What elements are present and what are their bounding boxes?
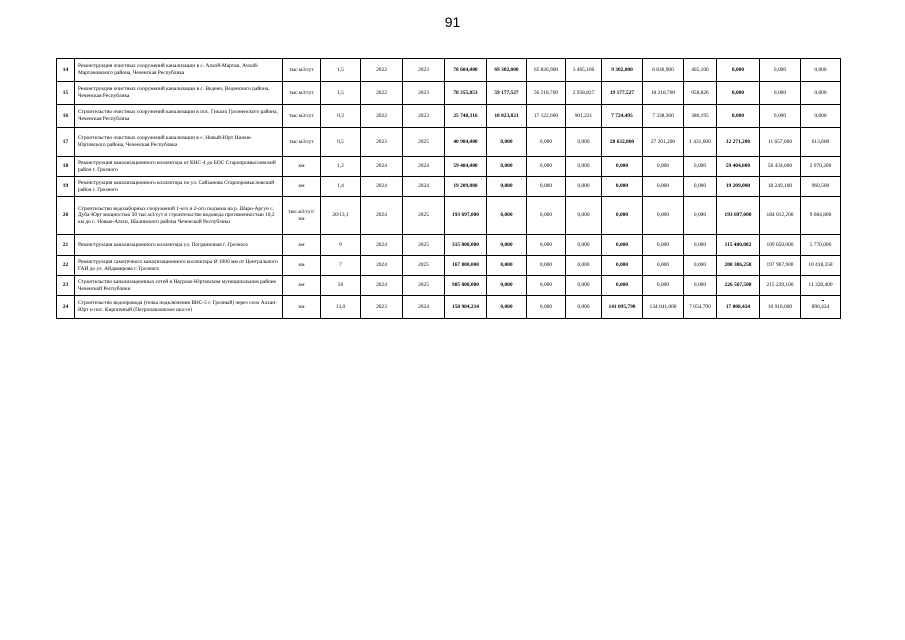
cell-v2: 0,000 (527, 128, 566, 157)
cell-unit: тыс.м3/сут (283, 105, 321, 128)
table-row (57, 105, 841, 128)
cell-end: 2023 (403, 59, 445, 82)
cell-total: 193 697,000 (445, 197, 487, 235)
cell-cap: 1,5 (321, 82, 361, 105)
cell-v2: 0,000 (527, 256, 566, 276)
cell-v2: 65 836,900 (527, 59, 566, 82)
cell-total: 78 604,000 (445, 59, 487, 82)
cell-v7: 193 697,000 (717, 197, 760, 235)
cell-end: 2025 (403, 235, 445, 256)
cell-v8: 11 657,600 (760, 128, 801, 157)
cell-num: 20 (57, 197, 75, 235)
cell-num: 19 (57, 177, 75, 197)
cell-end: 2023 (403, 82, 445, 105)
cell-num: 22 (57, 256, 75, 276)
cell-unit: тыс.м3/сут/ км (283, 197, 321, 235)
cell-v5: 0,000 (643, 276, 684, 296)
cell-v7: 59 404,000 (717, 157, 760, 177)
cell-unit: км (283, 157, 321, 177)
cell-v4: 0,000 (602, 235, 643, 256)
cell-v5: 0,000 (643, 235, 684, 256)
cell-v5: 0,000 (643, 177, 684, 197)
cell-start: 2024 (361, 235, 403, 256)
cell-v1: 0,000 (487, 256, 527, 276)
cell-num: 14 (57, 59, 75, 82)
cell-v8: 197 967,900 (760, 256, 801, 276)
cell-v7: 115 480,002 (717, 235, 760, 256)
cell-unit: км (283, 276, 321, 296)
cell-v3: 0,000 (566, 197, 602, 235)
cell-num: 17 (57, 128, 75, 157)
cell-v4: 141 095,790 (602, 296, 643, 319)
cell-start: 2022 (361, 105, 403, 128)
cell-end: 2025 (403, 128, 445, 157)
cell-start: 2023 (361, 296, 403, 319)
cell-total: 25 748,316 (445, 105, 487, 128)
cell-cap: 56 (321, 276, 361, 296)
cell-unit: тыс.м3/сут (283, 128, 321, 157)
cell-start: 2024 (361, 256, 403, 276)
cell-name: Реконструкция очистных сооружений канализации в с. Ведено, Веденского района, Чеченская Республика (75, 82, 283, 105)
table-row (57, 296, 841, 319)
cell-v7: 0,000 (717, 82, 760, 105)
cell-v9: 0,000 (801, 59, 841, 82)
cell-v4: 7 724,495 (602, 105, 643, 128)
cell-start: 2023 (361, 128, 403, 157)
cell-v6: 0,000 (684, 177, 717, 197)
cell-name: Строительство водопровода (точка подключения ВНС-5 г. Грозный) через село Алхан-Юрт и пос. Кирпичный (Петропавловское шоссе) (75, 296, 283, 319)
cell-end: 2025 (403, 276, 445, 296)
cell-start: 2024 (361, 197, 403, 235)
cell-v1: 0,000 (487, 177, 527, 197)
cell-v9: 9 684,800 (801, 197, 841, 235)
cell-v8: 109 650,000 (760, 235, 801, 256)
cell-cap: 1,2 (321, 157, 361, 177)
cell-v9: 0,000 (801, 82, 841, 105)
cell-name: Строительство канализационных сетей в Наурско-Юртовском муниципальном районе Чеченской Республики (75, 276, 283, 296)
cell-start: 2024 (361, 177, 403, 197)
cell-end: 2024 (403, 296, 445, 319)
cell-name: Строительство очистных сооружений канализации в с. Новый-Юрт Нижне-Юртовского района, Чеченская Республика (75, 128, 283, 157)
cell-v4: 28 632,800 (602, 128, 643, 157)
cell-v9: 5 770,000 (801, 235, 841, 256)
cell-v1: 0,000 (487, 197, 527, 235)
cell-v8: 184 012,200 (760, 197, 801, 235)
cell-v8: 0,000 (760, 82, 801, 105)
cell-v4: 9 302,000 (602, 59, 643, 82)
cell-unit: км (283, 177, 321, 197)
cell-num: 15 (57, 82, 75, 105)
cell-unit: км (283, 296, 321, 319)
cell-v3: 0,000 (566, 276, 602, 296)
table-row (57, 177, 841, 197)
cell-v9: 613,600 (801, 128, 841, 157)
cell-v3: 901,221 (566, 105, 602, 128)
cell-v4: 19 177,527 (602, 82, 643, 105)
cell-v1: 69 302,000 (487, 59, 527, 82)
cell-v7: 17 808,424 (717, 296, 760, 319)
cell-v6: 958,826 (684, 82, 717, 105)
cell-v5: 8 836,900 (643, 59, 684, 82)
table-row (57, 128, 841, 157)
cell-v9: 960,500 (801, 177, 841, 197)
cell-v3: 0,000 (566, 177, 602, 197)
cell-num: 24 (57, 296, 75, 319)
cell-name: Реконструкция канализационного коллектора по ул. Сайханова Старопромысловский район г. Грозного (75, 177, 283, 197)
cell-v3: 2 958,827 (566, 82, 602, 105)
table-row (57, 59, 841, 82)
cell-cap: 0,5 (321, 128, 361, 157)
cell-v8: 16 918,000 (760, 296, 801, 319)
cell-v5: 0,000 (643, 197, 684, 235)
cell-cap: 13,0 (321, 296, 361, 319)
cell-cap: 1,4 (321, 177, 361, 197)
table-row (57, 256, 841, 276)
investment-table (56, 58, 841, 319)
cell-v6: 465,100 (684, 59, 717, 82)
table-row (57, 235, 841, 256)
cell-cap: 1,5 (321, 59, 361, 82)
cell-v2: 17 122,600 (527, 105, 566, 128)
cell-v1: 59 177,527 (487, 82, 527, 105)
cell-v3: 3 465,100 (566, 59, 602, 82)
cell-v2: 0,000 (527, 197, 566, 235)
cell-v1: 0,000 (487, 235, 527, 256)
cell-v7: 226 567,508 (717, 276, 760, 296)
cell-v9: 10 418,358 (801, 256, 841, 276)
cell-start: 2024 (361, 276, 403, 296)
cell-num: 21 (57, 235, 75, 256)
cell-v7: 208 386,258 (717, 256, 760, 276)
cell-v1: 0,000 (487, 276, 527, 296)
cell-v6: 0,000 (684, 276, 717, 296)
cell-v6: 7 054,790 (684, 296, 717, 319)
table-row (57, 276, 841, 296)
cell-v4: 0,000 (602, 276, 643, 296)
cell-end: 2024 (403, 157, 445, 177)
cell-start: 2022 (361, 59, 403, 82)
cell-v1: 18 023,821 (487, 105, 527, 128)
cell-total: 19 209,000 (445, 177, 487, 197)
cell-start: 2022 (361, 82, 403, 105)
cell-v3: 0,000 (566, 235, 602, 256)
cell-name: Строительство очистных сооружений канализации в пос. Гикало Грозненского района, Чеченская Республика (75, 105, 283, 128)
cell-name: Реконструкция канализационного коллектора ул. Пограничная г. Грозного (75, 235, 283, 256)
cell-v3: 0,000 (566, 128, 602, 157)
cell-total: 59 404,000 (445, 157, 487, 177)
cell-total: 158 904,214 (445, 296, 487, 319)
page-mark (822, 300, 824, 301)
cell-total: 315 800,000 (445, 235, 487, 256)
cell-v5: 134 041,000 (643, 296, 684, 319)
cell-end: 2025 (403, 197, 445, 235)
cell-total: 985 000,000 (445, 276, 487, 296)
table-row (57, 82, 841, 105)
cell-v8: 18 249,100 (760, 177, 801, 197)
cell-v7: 19 209,000 (717, 177, 760, 197)
cell-cap: 20/13,1 (321, 197, 361, 235)
cell-total: 40 904,000 (445, 128, 487, 157)
cell-v2: 56 218,700 (527, 82, 566, 105)
cell-v7: 0,000 (717, 59, 760, 82)
cell-v1: 0,000 (487, 157, 527, 177)
cell-v3: 0,000 (566, 256, 602, 276)
cell-v4: 0,000 (602, 177, 643, 197)
cell-v2: 0,000 (527, 296, 566, 319)
cell-v5: 0,000 (643, 256, 684, 276)
cell-cap: 0,3 (321, 105, 361, 128)
cell-v9: 890,424 (801, 296, 841, 319)
cell-v9: 2 970,200 (801, 157, 841, 177)
cell-v6: 386,195 (684, 105, 717, 128)
table-row (57, 157, 841, 177)
cell-v2: 0,000 (527, 276, 566, 296)
cell-total: 167 800,000 (445, 256, 487, 276)
cell-v3: 0,000 (566, 296, 602, 319)
cell-v5: 27 201,200 (643, 128, 684, 157)
cell-num: 16 (57, 105, 75, 128)
cell-start: 2024 (361, 157, 403, 177)
cell-unit: км (283, 256, 321, 276)
cell-v6: 1 431,600 (684, 128, 717, 157)
cell-v5: 18 218,700 (643, 82, 684, 105)
cell-cap: 9 (321, 235, 361, 256)
cell-v9: 0,000 (801, 105, 841, 128)
cell-num: 23 (57, 276, 75, 296)
cell-v2: 0,000 (527, 177, 566, 197)
cell-v8: 0,000 (760, 105, 801, 128)
cell-v6: 0,000 (684, 256, 717, 276)
cell-v6: 0,000 (684, 157, 717, 177)
cell-name: Реконструкция очистных сооружений канализации в с. Алхой-Мартан, Ачхой-Мартановского района, Чеченская Республика (75, 59, 283, 82)
cell-v8: 56 434,600 (760, 157, 801, 177)
cell-end: 2024 (403, 177, 445, 197)
cell-v4: 0,000 (602, 157, 643, 177)
cell-v8: 0,000 (760, 59, 801, 82)
cell-v6: 0,000 (684, 197, 717, 235)
cell-name: Строительство водозаборных сооружений 1-ого и 2-ого подъема на р. Шаро-Аргун с. Дуба-Юрт мощностью 30 тыс.м3/сут и строительство водовода протяженностью 18,2 км до с. Новые-Атаги, Шалинского района Чеченской Республики (75, 197, 283, 235)
cell-end: 2023 (403, 105, 445, 128)
cell-v4: 0,000 (602, 256, 643, 276)
table-row (57, 197, 841, 235)
cell-name: Реконструкция самотечного канализационного коллектора Ø 1000 мм от Центрального ГАИ до ул. Айдамирова г. Грозного (75, 256, 283, 276)
cell-v7: 0,000 (717, 105, 760, 128)
cell-unit: тыс.м3/сут (283, 59, 321, 82)
cell-v2: 0,000 (527, 157, 566, 177)
cell-total: 78 355,853 (445, 82, 487, 105)
cell-cap: 7 (321, 256, 361, 276)
cell-v3: 0,000 (566, 157, 602, 177)
cell-v1: 0,000 (487, 128, 527, 157)
cell-v1: 0,000 (487, 296, 527, 319)
cell-v5: 0,000 (643, 157, 684, 177)
cell-v8: 215 239,100 (760, 276, 801, 296)
page-number: 91 (444, 14, 461, 30)
cell-num: 18 (57, 157, 75, 177)
cell-unit: км (283, 235, 321, 256)
cell-name: Реконструкция канализационного коллектора от КНС-4 до БОС Старопромысловский район г. Грозного (75, 157, 283, 177)
cell-v2: 0,000 (527, 235, 566, 256)
cell-end: 2025 (403, 256, 445, 276)
cell-v6: 0,000 (684, 235, 717, 256)
cell-unit: тыс.м3/сут (283, 82, 321, 105)
cell-v5: 7 338,300 (643, 105, 684, 128)
cell-v7: 12 271,200 (717, 128, 760, 157)
cell-v4: 0,000 (602, 197, 643, 235)
cell-v9: 11 328,400 (801, 276, 841, 296)
